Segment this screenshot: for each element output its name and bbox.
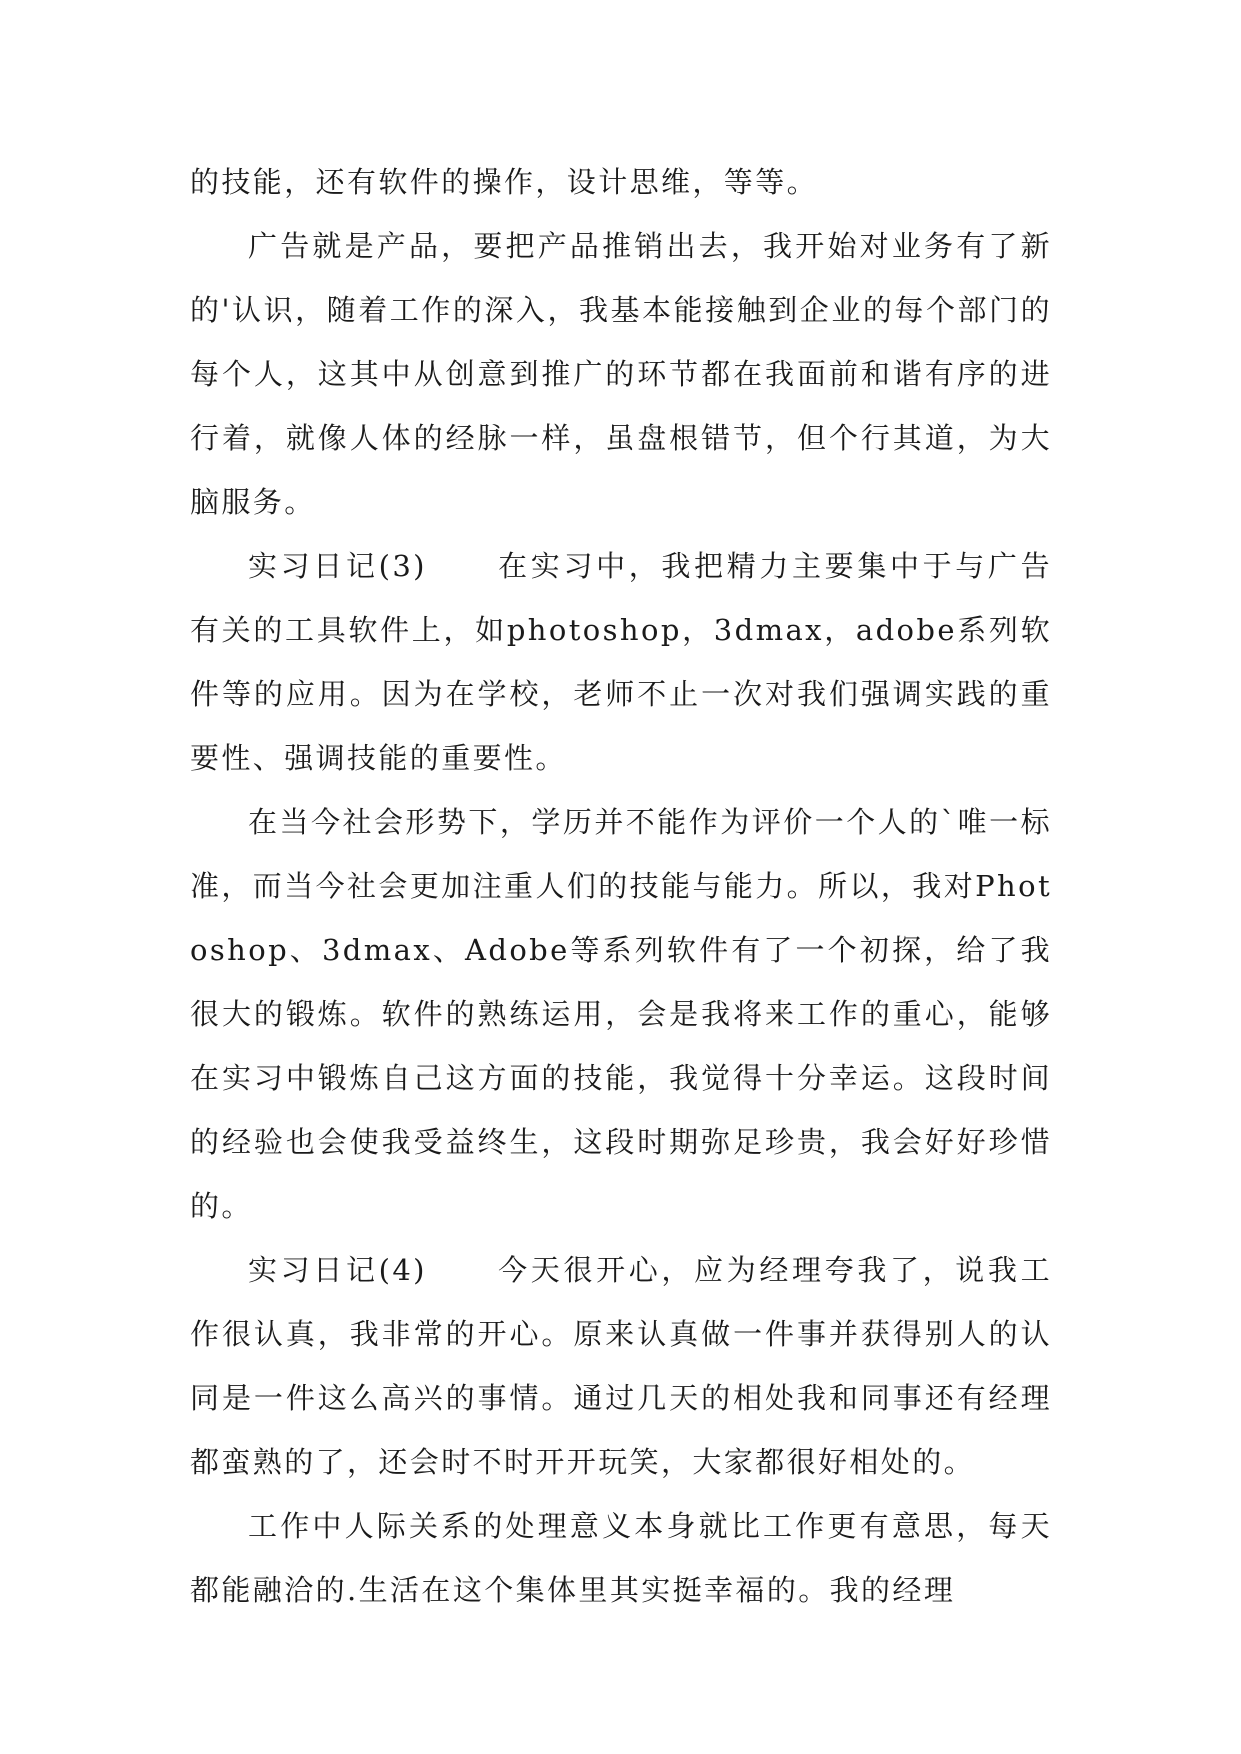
paragraph-1-text: 的技能，还有软件的操作，设计思维，等等。 xyxy=(190,165,819,199)
document-body xyxy=(190,150,1052,1622)
diary-entry-4-text: 今天很开心，应为经理夸我了，说我工作很认真，我非常的开心。原来认真做一件事并获得别人的认同是一件这么高兴的事情。通过几天的相处我和同事还有经理都蛮熟的了，还会时不时开开玩笑，大家都很好相处的。 xyxy=(190,1253,1052,1479)
paragraph-2-text: 广告就是产品，要把产品推销出去，我开始对业务有了新的'认识，随着工作的深入，我基本能接触到企业的每个部门的每个人，这其中从创意到推广的环节都在我面前和谐有序的进行着，就像人体的经脉一样，虽盘根错节，但个行其道，为大脑服务。 xyxy=(190,229,1052,519)
diary-heading-4: 实习日记(4) xyxy=(248,1253,427,1287)
paragraph-1 xyxy=(190,150,1052,214)
paragraph-6 xyxy=(190,1494,1052,1622)
diary-entry-4 xyxy=(190,1238,1052,1494)
diary-entry-3-text: 在实习中，我把精力主要集中于与广告有关的工具软件上，如photoshop，3dmax，adobe系列软件等的应用。因为在学校，老师不止一次对我们强调实践的重要性、强调技能的重要性。 xyxy=(190,549,1052,775)
paragraph-6-text: 工作中人际关系的处理意义本身就比工作更有意思，每天都能融洽的.生活在这个集体里其实挺幸福的。我的经理 xyxy=(190,1509,1052,1607)
paragraph-4-text: 在当今社会形势下，学历并不能作为评价一个人的`唯一标准，而当今社会更加注重人们的技能与能力。所以，我对Photoshop、3dmax、Adobe等系列软件有了一个初探，给了我很大的锻炼。软件的熟练运用，会是我将来工作的重心，能够在实习中锻炼自己这方面的技能，我觉得十分幸运。这段时间的经验也会使我受益终生，这段时期弥足珍贵，我会好好珍惜的。 xyxy=(190,805,1052,1223)
diary-entry-3 xyxy=(190,534,1052,790)
paragraph-2 xyxy=(190,214,1052,534)
diary-heading-3: 实习日记(3) xyxy=(248,549,427,583)
paragraph-4 xyxy=(190,790,1052,1238)
